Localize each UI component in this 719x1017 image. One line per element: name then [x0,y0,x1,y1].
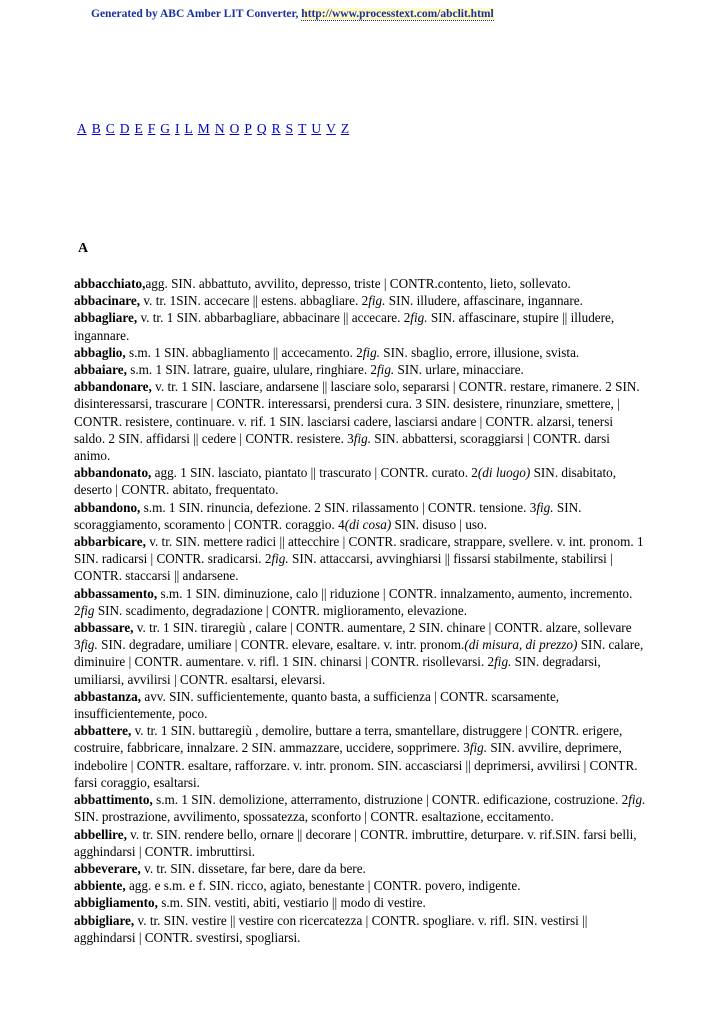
entry-term: abbattere, [74,723,132,739]
entry-usage-note: fig. [362,344,380,360]
entry-usage-note: fig. [410,310,428,326]
entry-definition: v. tr. 1 SIN. buttaregiù , demolire, buttare a terra, smantellare, distruggere | CONTR. erigere, costruire, fabbricare, innalzare. 2 SIN. ammazzare, uccidere, sopprimere. 3 [74,723,623,756]
entry-usage-note: fig. [628,792,646,808]
entry-definition: SIN. calare, diminuire | CONTR. aumentare. v. rifl. 1 SIN. chinarsi | CONTR. risollevarsi. 2 [74,637,644,670]
alphabet-link-s[interactable]: S [285,121,294,136]
entry-term: abbiente, [74,878,126,894]
entry-definition: SIN. illudere, affascinare, ingannare. [385,293,583,309]
alphabet-link-e[interactable]: E [134,121,143,136]
entry-definition: avv. SIN. sufficientemente, quanto basta, a sufficienza | CONTR. scarsamente, insufficientemente, poco. [74,688,560,722]
entry-term: abbigliare, [74,912,135,928]
entry-definition: s.m. 1 SIN. diminuzione, calo || riduzione | CONTR. innalzamento, aumento, incremento. 2 [74,585,633,618]
dictionary-entry [74,292,646,309]
entry-definition: SIN. sbaglio, errore, illusione, svista. [379,344,580,360]
alphabet-link-b[interactable]: B [91,121,101,136]
entry-usage-note: fig. [80,637,98,653]
alphabet-link-c[interactable]: C [105,121,115,136]
alphabet-link-q[interactable]: Q [256,121,267,136]
entry-definition: SIN. scadimento, degradazione | CONTR. miglioramento, elevazione. [94,602,468,618]
alphabet-link-f[interactable]: F [147,121,156,136]
dictionary-entry [74,499,646,533]
entry-usage-note: (di cosa) [344,516,392,532]
entry-usage-note: fig. [377,362,395,378]
alphabet-link-d[interactable]: D [119,121,130,136]
entry-usage-note: fig. [469,740,488,756]
alphabet-link-l[interactable]: L [184,121,193,136]
entry-definition: SIN. disuso | uso. [391,516,487,532]
dictionary-entry [74,464,646,498]
dictionary-entry [74,275,646,292]
entry-usage-note: (di misura, di prezzo) [464,637,578,653]
entry-term: abbandonato, [74,465,152,481]
dictionary-entry [74,585,646,619]
entry-definition: agg. SIN. abbattuto, avvilito, depresso, triste | CONTR.contento, lieto, sollevato. [145,276,571,291]
entry-definition: v. tr. SIN. vestire || vestire con ricercatezza | CONTR. spogliare. v. rifl. SIN. vestirsi || agghindarsi | CONTR. svestirsi, spogliarsi. [74,912,588,945]
entry-term: abbeverare, [74,860,141,876]
entry-usage-note: fig. [353,430,371,446]
entry-term: abbastanza, [74,688,142,704]
dictionary-entry [74,791,646,825]
entry-definition: SIN. scoraggiamento, scoramento | CONTR. coraggio. 4 [74,499,582,532]
alphabet-link-v[interactable]: V [326,121,336,136]
entry-definition: v. tr. 1 SIN. tiraregiù , calare | CONTR. aumentare, 2 SIN. chinare | CONTR. alzare, sollevare 3 [74,620,632,653]
alphabet-index [74,121,354,137]
alphabet-link-z[interactable]: Z [340,121,350,136]
dictionary-entry [74,894,646,911]
entry-definition: v. tr. 1SIN. accecare || estens. abbagliare. 2 [140,293,369,309]
generated-by-text: Generated by ABC Amber LIT Converter, [91,8,299,20]
entry-definition: SIN. degradare, umiliare | CONTR. elevare, esaltare. v. intr. pronom. [97,637,465,653]
entry-usage-note: (di luogo) [477,465,531,481]
entry-usage-note: fig. [368,293,386,309]
entry-definition: SIN. prostrazione, avvilimento, spossatezza, sconforto | CONTR. esaltazione, eccitamento. [74,809,554,825]
entry-term: abbaglio, [74,344,126,360]
dictionary-entry [74,378,646,464]
entry-term: abbaiare, [74,362,127,378]
entry-definition: agg. e s.m. e f. SIN. ricco, agiato, benestante | CONTR. povero, indigente. [125,878,521,894]
entry-definition: v. tr. SIN. mettere radici || attecchire | CONTR. sradicare, strappare, svellere. v. int. pronom. 1 SIN. radicarsi | CONTR. sradicarsi. 2 [74,534,644,567]
entry-definition: SIN. affascinare, stupire || illudere, ingannare. [74,310,615,343]
entry-usage-note: fig. [271,551,289,567]
dictionary-entry [74,722,646,791]
entry-definition: s.m. 1 SIN. latrare, guaire, ululare, ringhiare. 2 [126,362,378,378]
alphabet-link-t[interactable]: T [298,121,307,136]
entry-definition: v. tr. SIN. rendere bello, ornare || decorare | CONTR. imbruttire, deturpare. v. rif.SIN. farsi belli, agghindarsi | CONTR. imbruttirsi. [74,826,637,859]
entry-definition: SIN. abbattersi, scoraggiarsi | CONTR. darsi animo. [74,430,610,464]
entry-term: abbarbicare, [74,534,146,550]
entry-definition: s.m. SIN. vestiti, abiti, vestiario || modo di vestire. [157,895,426,911]
entry-definition: v. tr. 1 SIN. lasciare, andarsene || lasciare solo, separarsi | CONTR. restare, rimanere. 2 SIN. disinteressarsi, trascurare | CONTR. interessarsi, prendersi cura. 3 SIN. desistere, rinunziare, smettere, | CONTR. resistere, continuare. v. rif. 1 SIN. lasciarsi cadere, lasciarsi andare | CONTR. alzarsi, tenersi saldo. 2 SIN. affidarsi || cedere | CONTR. resistere. 3 [74,379,640,446]
entry-definition: v. tr. 1 SIN. abbarbagliare, abbacinare || accecare. 2 [137,310,411,326]
alphabet-link-p[interactable]: P [244,121,252,136]
entry-term: abbellire, [74,826,127,842]
alphabet-link-a[interactable]: A [77,121,87,136]
entry-definition: v. tr. SIN. dissetare, far bere, dare da bere. [140,860,366,876]
converter-banner [91,8,494,20]
dictionary-entry [74,877,646,894]
entry-definition: s.m. 1 SIN. demolizione, atterramento, distruzione | CONTR. edificazione, costruzione. 2 [152,792,629,808]
dictionary-entry [74,309,646,343]
entry-definition: SIN. urlare, minacciare. [394,362,524,378]
entry-usage-note: fig [80,602,95,618]
alphabet-link-o[interactable]: O [229,121,240,136]
entry-term: abbandonare, [74,379,152,395]
alphabet-link-m[interactable]: M [197,121,210,136]
entry-definition: s.m. 1 SIN. rinuncia, defezione. 2 SIN. rilassamento | CONTR. tensione. 3 [140,499,537,515]
entry-definition: SIN. disabitato, deserto | CONTR. abitato, frequentato. [74,465,616,498]
entry-term: abbigliamento, [74,895,158,911]
entry-definition: SIN. attaccarsi, avvinghiarsi || fissarsi stabilmente, stabilirsi | CONTR. staccarsi || andarsene. [74,551,613,584]
dictionary-entry [74,344,646,361]
dictionary-entry [74,826,646,860]
entry-definition: SIN. avvilire, deprimere, indebolire | CONTR. esaltare, rafforzare. v. intr. pronom. SIN. accasciarsi || deprimersi, avvilirsi | CONTR. farsi coraggio, esaltarsi. [74,740,638,790]
alphabet-link-g[interactable]: G [160,121,171,136]
alphabet-link-i[interactable]: I [175,121,180,136]
entry-term: abbassare, [74,620,134,636]
entry-term: abbacinare, [74,293,141,309]
dictionary-entries [74,275,646,946]
entry-definition: s.m. 1 SIN. abbagliamento || accecamento. 2 [125,344,363,360]
dictionary-entry [74,619,646,688]
section-letter: A [78,241,89,256]
dictionary-entry [74,912,646,946]
entry-term: abbassamento, [74,585,158,601]
entry-usage-note: fig. [494,654,512,670]
entry-term: abbandono, [74,499,141,515]
dictionary-entry [74,533,646,585]
dictionary-entry [74,688,646,722]
entry-term: abbattimento, [74,792,153,808]
alphabet-link-u[interactable]: U [311,121,322,136]
alphabet-link-n[interactable]: N [214,121,225,136]
dictionary-entry [74,361,646,378]
entry-definition: agg. 1 SIN. lasciato, piantato || trascurato | CONTR. curato. 2 [151,465,478,481]
alphabet-link-r[interactable]: R [271,121,281,136]
dictionary-entry [74,860,646,877]
entry-term: abbagliare, [74,310,138,326]
entry-definition: SIN. degradarsi, umiliarsi, avvilirsi | CONTR. esaltarsi, elevarsi. [74,654,601,687]
converter-link[interactable]: http://www.processtext.com/abclit.html [301,8,494,20]
entry-usage-note: fig. [536,499,554,515]
entry-term: abbacchiato, [74,276,146,291]
